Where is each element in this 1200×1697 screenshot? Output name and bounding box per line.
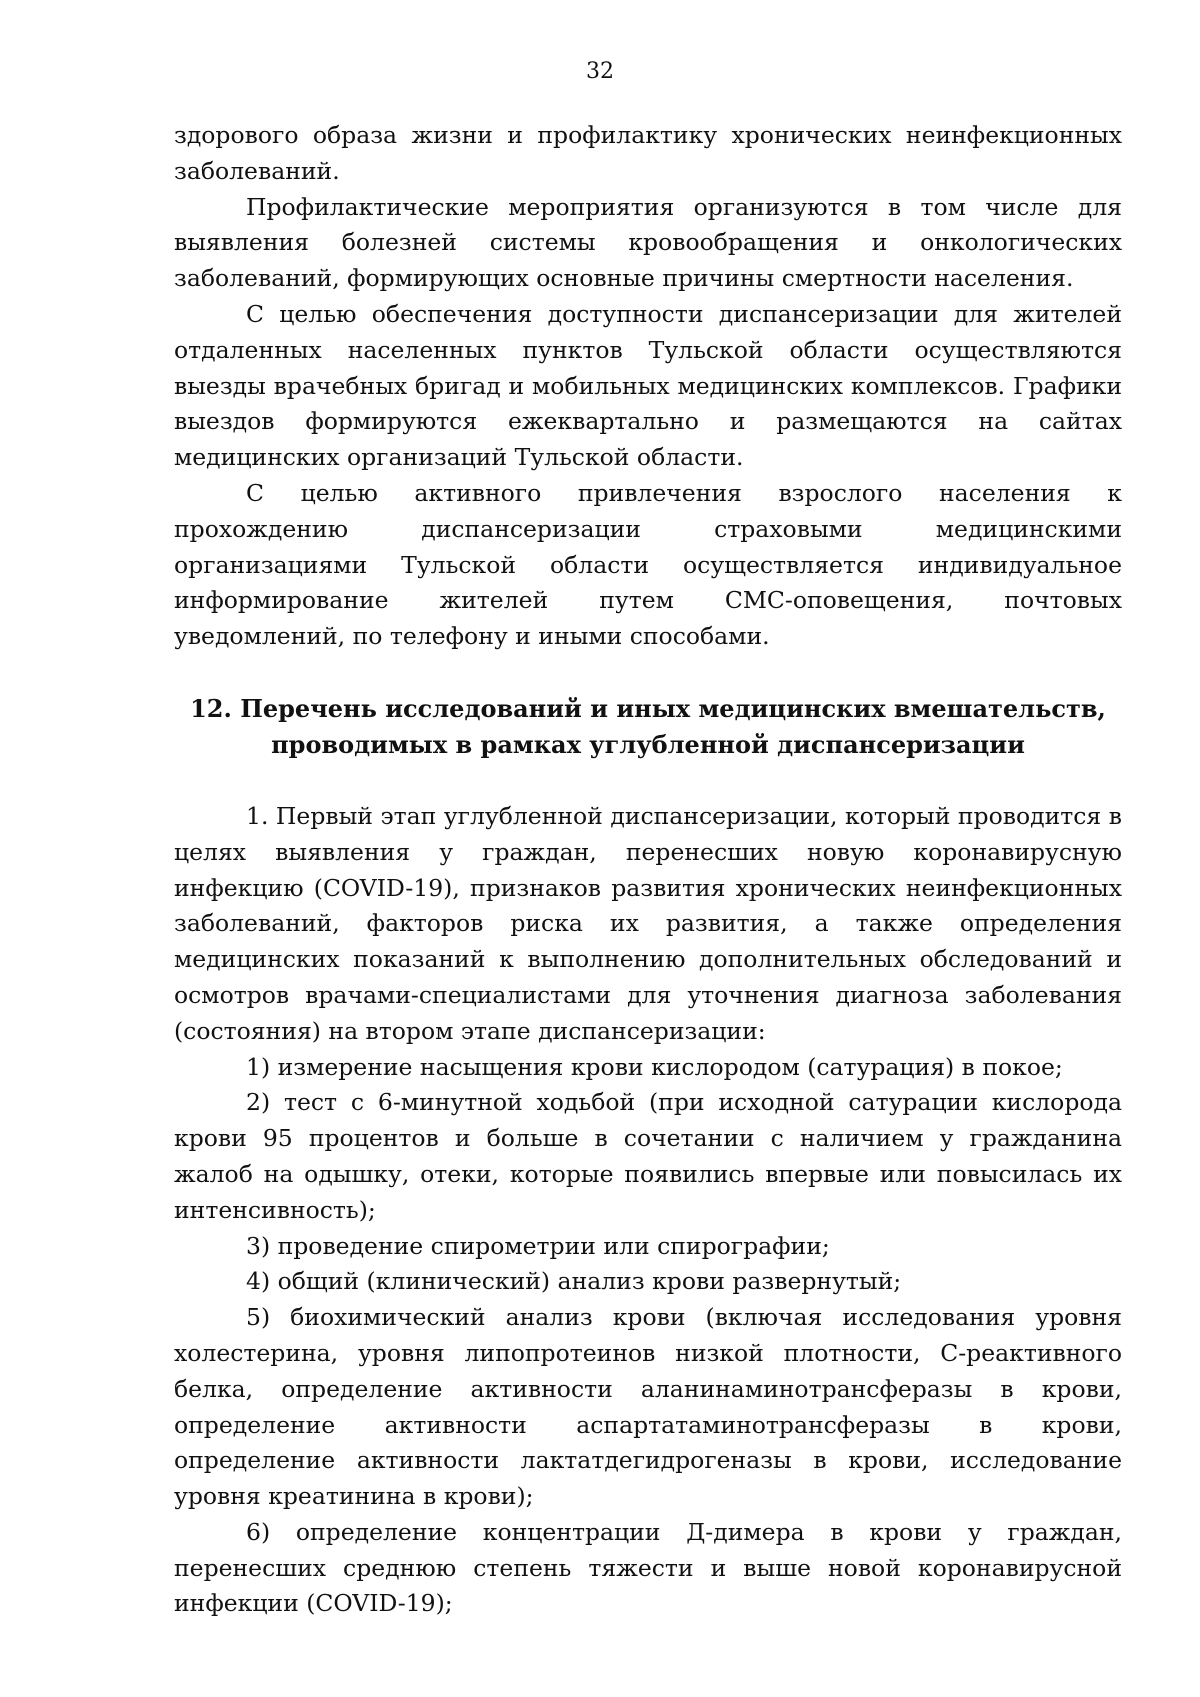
list-item-biochemical-analysis: 5) биохимический анализ крови (включая исследования уровня холестерина, уровня липопротеинов низкой плотности, С-реактивного белка, определение активности аланинаминотрансферазы в крови, определение активности аспартатаминотрансферазы в крови, определение активности лактатдегидрогеназы в крови, исследование уровня креатинина в крови); bbox=[174, 1303, 1122, 1511]
list-item-d-dimer: 6) определение концентрации Д-димера в крови у граждан, перенесших среднюю степень тяжести и выше новой коронавирусной инфекции (COVID-19); bbox=[174, 1517, 1122, 1618]
paragraph-mobile-brigades: С целью обеспечения доступности диспансеризации для жителей отдаленных населенных пунктов Тульской области осуществляются выезды врачебных бригад и мобильных медицинских комплексов. Графики выездов формируются ежеквартально и размещаются на сайтах медицинских организаций Тульской области. bbox=[174, 299, 1122, 472]
list-item-blood-test: 4) общий (клинический) анализ крови развернутый; bbox=[246, 1267, 902, 1296]
document-body bbox=[174, 118, 1122, 1622]
list-item-walk-test: 2) тест с 6-минутной ходьбой (при исходной сатурации кислорода крови 95 процентов и больше в сочетании с наличием у гражданина жалоб на одышку, отеки, которые появились впервые или повысилась их интенсивность); bbox=[174, 1088, 1122, 1224]
list-item-spirometry: 3) проведение спирометрии или спирографии; bbox=[246, 1231, 830, 1260]
paragraph-first-stage: 1. Первый этап углубленной диспансеризации, который проводится в целях выявления у граждан, перенесших новую коронавирусную инфекцию (COVID-19), признаков развития хронических неинфекционных заболеваний, факторов риска их развития, а также определения медицинских показаний к выполнению дополнительных обследований и осмотров врачами-специалистами для уточнения диагноза заболевания (состояния) на втором этапе диспансеризации: bbox=[174, 801, 1122, 1045]
section-heading bbox=[174, 691, 1122, 763]
page-number: 32 bbox=[586, 59, 614, 84]
list-item-saturation: 1) измерение насыщения крови кислородом (сатурация) в покое; bbox=[246, 1052, 1063, 1081]
paragraph-prevention-events: Профилактические мероприятия организуются в том числе для выявления болезней системы кровообращения и онкологических заболеваний, формирующих основные причины смертности населения. bbox=[174, 192, 1122, 293]
paragraph-insurance-informing: С целью активного привлечения взрослого населения к прохождению диспансеризации страховыми медицинскими организациями Тульской области осуществляется индивидуальное информирование жителей путем СМС-оповещения, почтовых уведомлений, по телефону и иными способами. bbox=[174, 478, 1122, 651]
section-heading-line-2: проводимых в рамках углубленной диспансеризации bbox=[271, 729, 1025, 759]
section-heading-line-1: 12. Перечень исследований и иных медицинских вмешательств, bbox=[190, 693, 1106, 723]
paragraph-continuation: здорового образа жизни и профилактику хронических неинфекционных заболеваний. bbox=[174, 121, 1122, 185]
